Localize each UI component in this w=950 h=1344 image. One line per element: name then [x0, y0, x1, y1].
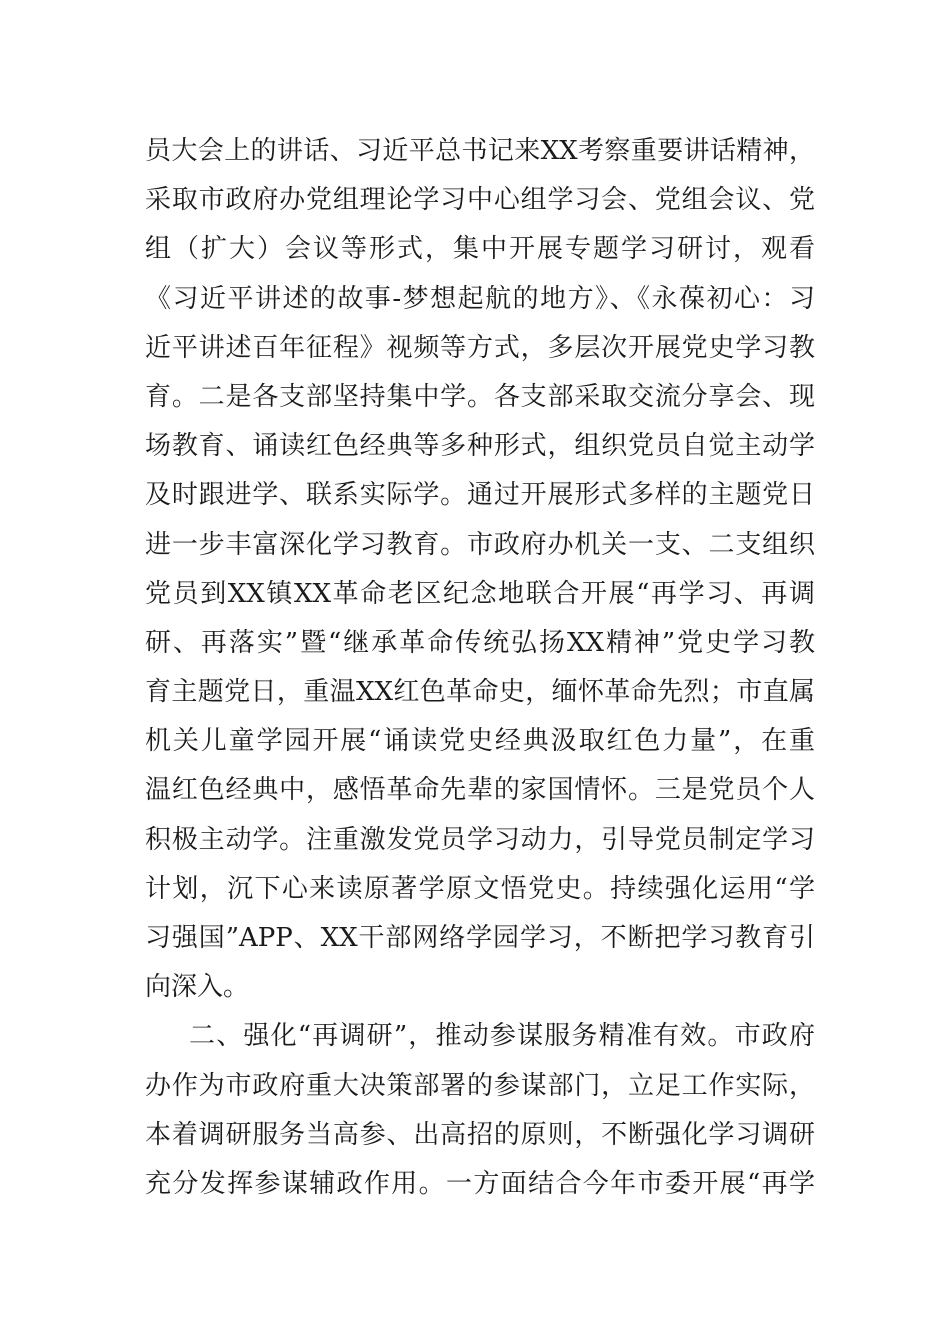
text-line: 近平讲述百年征程》视频等方式，多层次开展党史学习教 — [145, 332, 815, 363]
text-line: 组（扩大）会议等形式，集中开展专题学习研讨，观看 — [145, 234, 815, 265]
text-line: 育主题党日，重温XX红色革命史，缅怀革命先烈；市直属 — [145, 677, 815, 708]
text-line: 本着调研服务当高参、出高招的原则，不断强化学习调研 — [145, 1119, 815, 1150]
text-line: 机关儿童学园开展“诵读党史经典汲取红色力量”，在重 — [145, 726, 815, 757]
text-line: 育。二是各支部坚持集中学。各支部采取交流分享会、现 — [145, 381, 815, 412]
text-line: 员大会上的讲话、习近平总书记来XX考察重要讲话精神， — [145, 136, 815, 166]
document-body — [145, 127, 815, 1209]
text-line: 场教育、诵读红色经典等多种形式，组织党员自觉主动学 — [145, 431, 815, 462]
text-line: 办作为市政府重大决策部署的参谋部门，立足工作实际， — [145, 1070, 815, 1101]
text-line: 计划，沉下心来读原著学原文悟党史。持续强化运用“学 — [145, 873, 815, 904]
text-line: 充分发挥参谋辅政作用。一方面结合今年市委开展“再学 — [145, 1168, 815, 1199]
text-line: 研、再落实”暨“继承革命传统弘扬XX精神”党史学习教 — [145, 627, 815, 658]
text-line: 党员到XX镇XX革命老区纪念地联合开展“再学习、再调 — [145, 578, 815, 609]
paragraph-end-line: 向深入。 — [145, 972, 250, 1003]
text-line: 积极主动学。注重激发党员学习动力，引导党员制定学习 — [145, 824, 815, 855]
text-line: 及时跟进学、联系实际学。通过开展形式多样的主题党日 — [145, 480, 815, 511]
text-line: 《习近平讲述的故事-梦想起航的地方》、《永葆初心：习 — [145, 283, 815, 314]
section-heading-line: 二、强化“再调研”，推动参谋服务精准有效。市政府 — [189, 1021, 815, 1052]
text-line: 进一步丰富深化学习教育。市政府办机关一支、二支组织 — [145, 529, 815, 560]
text-line: 习强国”APP、XX干部网络学园学习，不断把学习教育引 — [145, 923, 815, 953]
text-line: 温红色经典中，感悟革命先辈的家国情怀。三是党员个人 — [145, 775, 815, 806]
text-line: 采取市政府办党组理论学习中心组学习会、党组会议、党 — [145, 185, 815, 216]
